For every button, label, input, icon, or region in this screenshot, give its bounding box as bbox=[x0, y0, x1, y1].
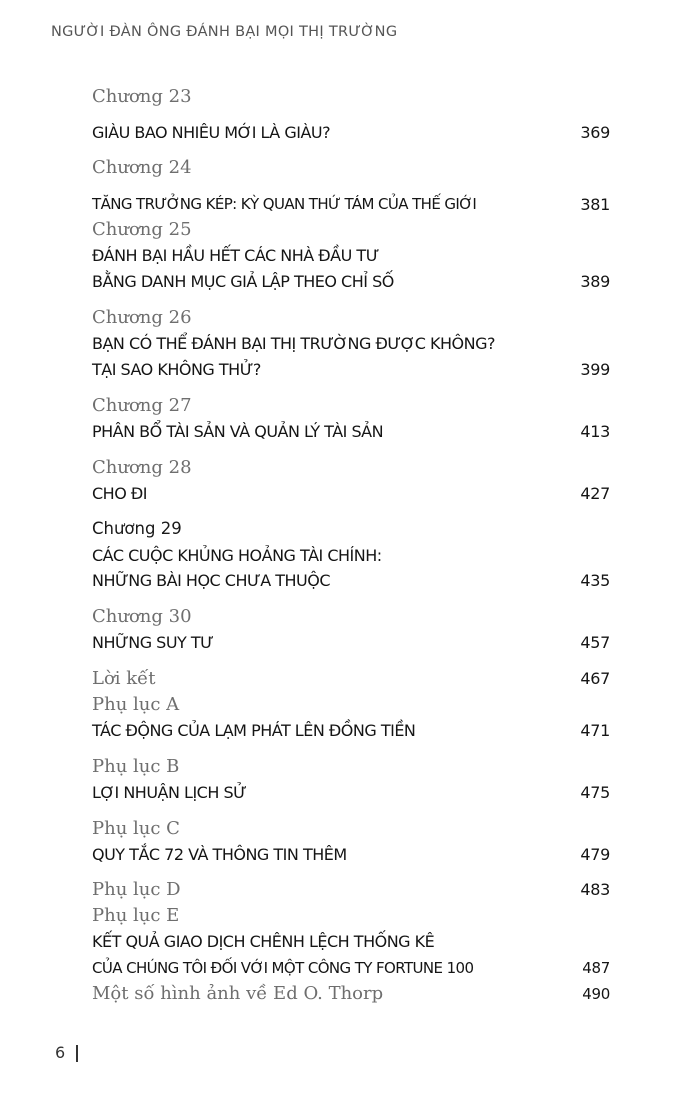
toc-heading: Phụ lục D bbox=[92, 879, 181, 900]
toc-page-number: 479 bbox=[580, 845, 610, 864]
toc-heading: Chương 29 bbox=[92, 519, 182, 538]
table-of-contents bbox=[92, 0, 610, 1100]
toc-title: BẰNG DANH MỤC GIẢ LẬP THEO CHỈ SỐ bbox=[92, 272, 394, 291]
toc-page-number: 369 bbox=[580, 123, 610, 142]
toc-heading: Chương 30 bbox=[92, 606, 192, 627]
toc-page-number: 427 bbox=[580, 484, 610, 503]
toc-title: ĐÁNH BẠI HẦU HẾT CÁC NHÀ ĐẦU TƯ bbox=[92, 246, 379, 265]
toc-page-number: 467 bbox=[580, 669, 610, 688]
toc-title: TẠI SAO KHÔNG THỬ? bbox=[92, 360, 261, 379]
toc-page-number: 435 bbox=[580, 571, 610, 590]
toc-heading: Phụ lục E bbox=[92, 905, 180, 926]
toc-page-number: 381 bbox=[580, 195, 610, 214]
running-header: NGƯỜI ĐÀN ÔNG ĐÁNH BẠI MỌI THỊ TRƯỜNG bbox=[51, 24, 398, 40]
page-number: 6 bbox=[55, 1043, 66, 1062]
toc-heading: Phụ lục A bbox=[92, 694, 180, 715]
toc-heading: Lời kết bbox=[92, 668, 156, 689]
toc-page-number: 399 bbox=[580, 360, 610, 379]
toc-title: GIÀU BAO NHIÊU MỚI LÀ GIÀU? bbox=[92, 123, 331, 142]
toc-heading: Chương 28 bbox=[92, 457, 192, 478]
toc-title: KẾT QUẢ GIAO DỊCH CHÊNH LỆCH THỐNG KÊ bbox=[92, 932, 435, 951]
toc-title: CÁC CUỘC KHỦNG HOẢNG TÀI CHÍNH: bbox=[92, 546, 382, 565]
toc-title: NHỮNG SUY TƯ bbox=[92, 633, 214, 652]
toc-title: BẠN CÓ THỂ ĐÁNH BẠI THỊ TRƯỜNG ĐƯỢC KHÔNG? bbox=[92, 334, 495, 353]
toc-heading: Một số hình ảnh về Ed O. Thorp bbox=[92, 983, 384, 1004]
toc-title: QUY TẮC 72 VÀ THÔNG TIN THÊM bbox=[92, 845, 347, 864]
toc-heading: Chương 23 bbox=[92, 86, 192, 107]
toc-heading: Chương 27 bbox=[92, 395, 192, 416]
toc-title: CHO ĐI bbox=[92, 484, 147, 503]
toc-heading: Chương 24 bbox=[92, 157, 192, 178]
toc-page-number: 413 bbox=[580, 422, 610, 441]
toc-page-number: 487 bbox=[582, 959, 610, 977]
toc-title: TĂNG TRƯỞNG KÉP: KỲ QUAN THỨ TÁM CỦA THẾ GIỚI bbox=[92, 195, 477, 213]
toc-title: LỢI NHUẬN LỊCH SỬ bbox=[92, 783, 247, 802]
toc-heading: Phụ lục C bbox=[92, 818, 180, 839]
toc-page-number: 457 bbox=[580, 633, 610, 652]
toc-title: TÁC ĐỘNG CỦA LẠM PHÁT LÊN ĐỒNG TIỀN bbox=[92, 721, 416, 740]
toc-title: CỦA CHÚNG TÔI ĐỐI VỚI MỘT CÔNG TY FORTUNE 100 bbox=[92, 959, 474, 977]
footer-divider bbox=[76, 1045, 78, 1062]
toc-page-number: 471 bbox=[580, 721, 610, 740]
toc-heading: Chương 26 bbox=[92, 307, 192, 328]
toc-page-number: 490 bbox=[582, 985, 610, 1003]
toc-title: NHỮNG BÀI HỌC CHƯA THUỘC bbox=[92, 571, 331, 590]
toc-heading: Phụ lục B bbox=[92, 756, 180, 777]
toc-title: PHÂN BỔ TÀI SẢN VÀ QUẢN LÝ TÀI SẢN bbox=[92, 422, 384, 441]
toc-page-number: 483 bbox=[580, 880, 610, 899]
toc-page-number: 475 bbox=[580, 783, 610, 802]
toc-page-number: 389 bbox=[580, 272, 610, 291]
toc-heading: Chương 25 bbox=[92, 219, 192, 240]
